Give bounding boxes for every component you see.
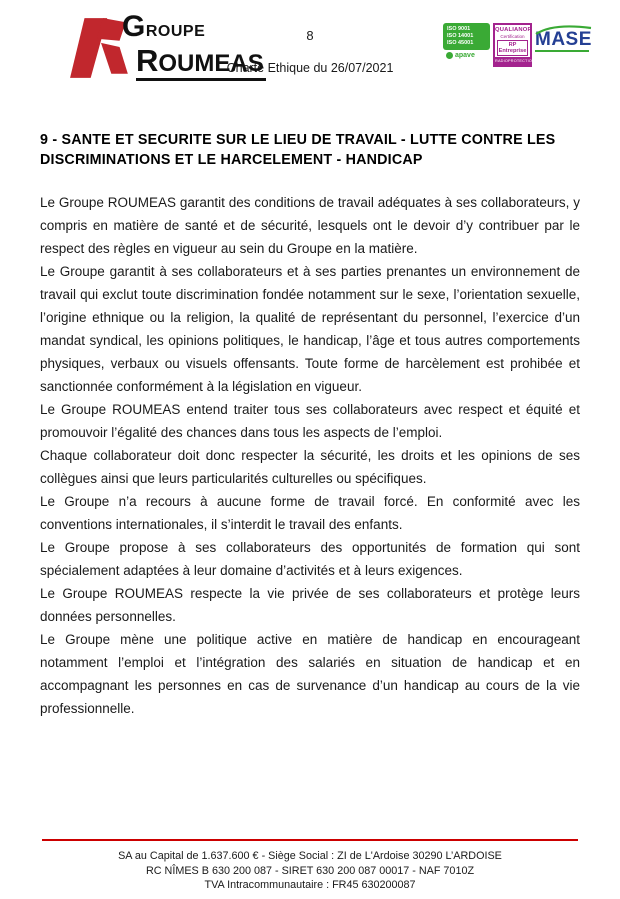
mase-tagline-bar bbox=[535, 50, 589, 52]
paragraph-forced-labor: Le Groupe n’a recours à aucune forme de travail forcé. En conformité avec les conventions internationales, il s’interdit le travail des enfants. bbox=[40, 494, 580, 532]
paragraph-training: Le Groupe propose à ses collaborateurs des opportunités de formation qui sont spécialement adaptées à leur domaine d’activités et à leurs exigences. bbox=[40, 540, 580, 578]
section-title: 9 - SANTE ET SECURITE SUR LE LIEU DE TRAVAIL - LUTTE CONTRE LES DISCRIMINATIONS ET LE HARCELEMENT - HANDICAP bbox=[40, 132, 556, 168]
iso-line: ISO 9001 bbox=[447, 26, 471, 32]
paragraph-respect-equity: Le Groupe ROUMEAS entend traiter tous ses collaborateurs avec respect et équité et promouvoir l’égalité des chances dans tous les aspects de l’emploi. bbox=[40, 402, 580, 440]
qualianor-rp-entreprise-label: RP Entreprise bbox=[498, 42, 527, 54]
page-footer bbox=[0, 849, 620, 893]
logo-text-roumeas: ROUMEAS bbox=[136, 47, 266, 81]
mase-name: MASE bbox=[535, 29, 592, 50]
qualianor-certification-badge bbox=[493, 23, 535, 67]
footer-line-registration: RC NÎMES B 630 200 087 - SIRET 630 200 087 00017 - NAF 7010Z bbox=[145, 864, 475, 877]
paragraph-working-conditions: Le Groupe ROUMEAS garantit des conditions de travail adéquates à ses collaborateurs, y compris en matière de santé et de sécurité, lesquels ont le devoir d’y contribuer par le respect des règles en vigueur au sein du Groupe en la matière. bbox=[40, 195, 580, 256]
paragraph-handicap-policy: Le Groupe mène une politique active en matière de handicap en encourageant notamment l’emploi et l’intégration des salariés en situation de handicap et en accompagnant les personnes en cas de survenance d’un handicap au cours de la vie professionnelle. bbox=[40, 632, 580, 716]
iso-line: ISO 14001 bbox=[447, 33, 474, 39]
mase-swoosh-icon bbox=[535, 25, 593, 35]
qualianor-certification-label: Certification bbox=[500, 34, 525, 39]
footer-line-vat: TVA Intracommunautaire : FR45 630200087 bbox=[204, 879, 416, 891]
paragraph-colleague-respect: Chaque collaborateur doit donc respecter la sécurité, les droits et les opinions de ses collègues ainsi que leurs particularités culturelles ou spécifiques. bbox=[40, 448, 580, 486]
company-logo bbox=[60, 10, 264, 90]
body-text bbox=[40, 191, 580, 720]
footer-rule bbox=[42, 839, 578, 841]
logo-text-groupe: GROUPE bbox=[122, 10, 206, 43]
iso-line: ISO 45001 bbox=[447, 40, 474, 46]
qualianor-radioprotection-label: RADIOPROTECTION bbox=[495, 59, 535, 63]
footer-line-capital: SA au Capital de 1.637.600 € - Siège Social : ZI de L'Ardoise 30290 L’ARDOISE bbox=[118, 850, 502, 862]
apave-brand-name: apave bbox=[455, 52, 475, 59]
page-number: 8 bbox=[306, 28, 314, 43]
iso-certification-badge bbox=[443, 23, 490, 61]
paragraph-non-discrimination: Le Groupe garantit à ses collaborateurs et à ses parties prenantes un environnement de travail qui exclut toute discrimination fondée notamment sur le sexe, l’orientation sexuelle, l’origine ethnique ou la religion, la qualité de représentant du personnel, l’exercice d’un mandat syndical, les opinions politiques, le handicap, l’âge et tous autres comportements physiques, verbaux ou visuels offensants. Toute forme de harcèlement est prohibée et sanctionnée conformément à la législation en vigueur. bbox=[40, 264, 580, 394]
qualianor-name: QUALIANOR bbox=[495, 27, 532, 33]
certification-badges bbox=[443, 23, 597, 67]
document-subtitle: Charte Ethique du 26/07/2021 bbox=[226, 61, 394, 75]
paragraph-privacy: Le Groupe ROUMEAS respecte la vie privée de ses collaborateurs et protège leurs données personnelles. bbox=[40, 586, 580, 624]
mase-certification-badge bbox=[535, 23, 597, 52]
apave-logo-icon bbox=[446, 52, 453, 59]
